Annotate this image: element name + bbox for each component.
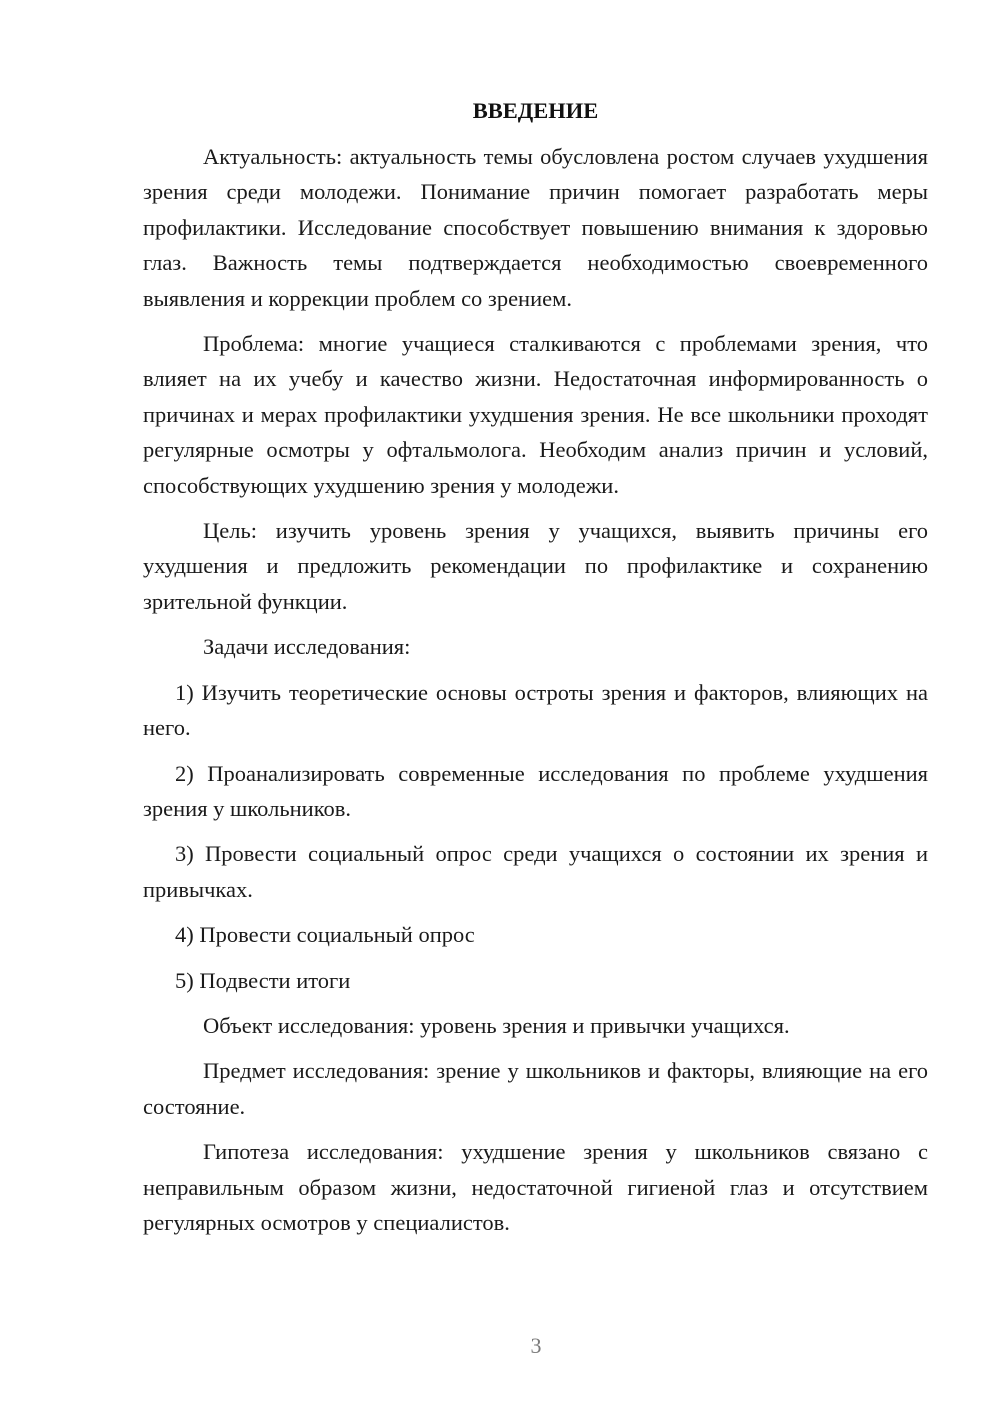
task-item-3: 3) Провести социальный опрос среди учащихся о состоянии их зрения и привычках. (143, 841, 928, 902)
document-body (143, 93, 928, 1250)
page-number: 3 (530, 1333, 542, 1358)
task-item-4: 4) Провести социальный опрос (175, 922, 475, 948)
hypothesis-paragraph: Гипотеза исследования: ухудшение зрения у школьников связано с неправильным образом жизни, недостаточной гигиеной глаз и отсутствием регулярных осмотров у специалистов. (143, 1139, 928, 1235)
task-item-2: 2) Проанализировать современные исследования по проблеме ухудшения зрения у школьников. (143, 760, 928, 821)
object-paragraph: Объект исследования: уровень зрения и привычки учащихся. (203, 1012, 790, 1038)
task-item-1: 1) Изучить теоретические основы остроты зрения и факторов, влияющих на него. (143, 679, 928, 741)
tasks-list (143, 675, 928, 998)
page-title: ВВЕДЕНИЕ (472, 98, 599, 123)
goal-paragraph: Цель: изучить уровень зрения у учащихся, выявить причины его ухудшения и предложить рекомендации по профилактике и сохранению зрительной функции. (143, 518, 928, 614)
problem-paragraph: Проблема: многие учащиеся сталкиваются с проблемами зрения, что влияет на их учебу и качество жизни. Недостаточная информированность о причинах и мерах профилактики ухудшения зрения. Не все школьники проходят регулярные осмотры у офтальмолога. Необходим анализ причин и условий, способствующих ухудшению зрения у молодежи. (143, 331, 928, 498)
task-item-5: 5) Подвести итоги (175, 967, 351, 993)
tasks-heading: Задачи исследования: (203, 634, 411, 660)
relevance-paragraph: Актуальность: актуальность темы обусловлена ростом случаев ухудшения зрения среди молодежи. Понимание причин помогает разработать меры профилактики. Исследование способствует повышению внимания к здоровью глаз. Важность темы подтверждается необходимостью своевременного выявления и коррекции проблем со зрением. (143, 144, 928, 311)
subject-paragraph: Предмет исследования: зрение у школьников и факторы, влияющие на его состояние. (143, 1058, 928, 1119)
